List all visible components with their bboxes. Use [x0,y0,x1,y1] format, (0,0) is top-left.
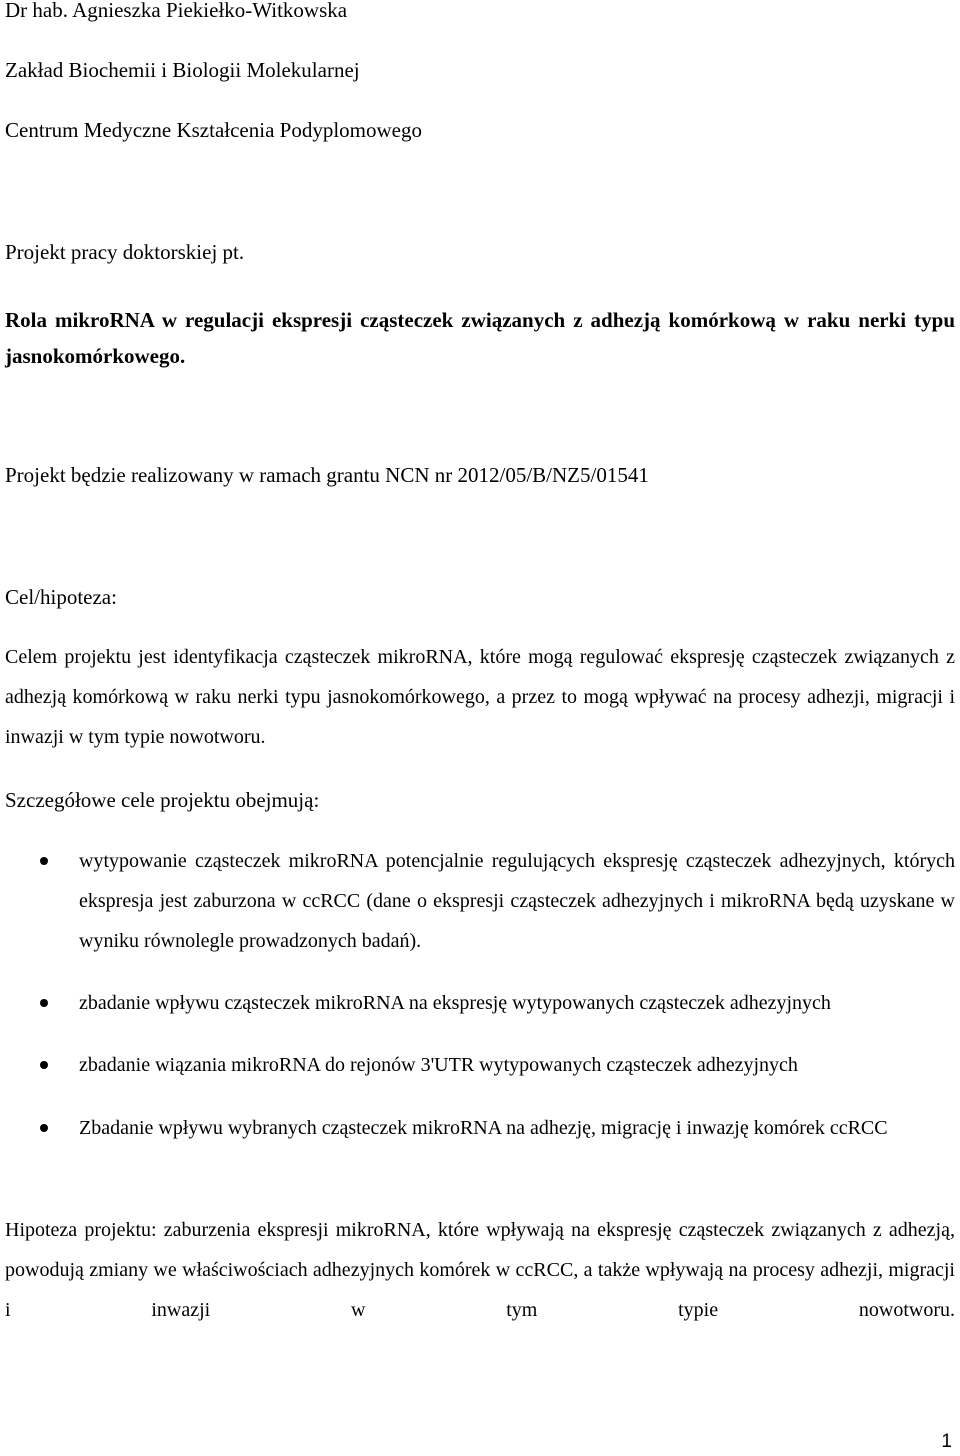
bullet-icon [40,857,48,865]
list-item: zbadanie wpływu cząsteczek mikroRNA na ekspresję wytypowanych cząsteczek adhezyjnych [79,992,831,1014]
detailed-aims-heading: Szczegółowe cele projektu obejmują: [5,788,320,812]
grant-line: Projekt będzie realizowany w ramach grantu NCN nr 2012/05/B/NZ5/01541 [5,463,649,487]
list-item: Zbadanie wpływu wybranych cząsteczek mikroRNA na adhezję, migrację i inwazję komórek ccRCC [79,1117,888,1139]
project-title: Rola mikroRNA w regulacji ekspresji cząsteczek związanych z adhezją komórkową w raku nerki typu jasnokomórkowego. [5,308,955,368]
bullet-icon [40,1061,48,1069]
institution-line: Centrum Medyczne Kształcenia Podyplomowego [5,118,422,142]
list-item: zbadanie wiązania mikroRNA do rejonów 3'UTR wytypowanych cząsteczek adhezyjnych [79,1054,798,1076]
bullet-icon [40,1124,48,1132]
author-line: Dr hab. Agnieszka Piekiełko-Witkowska [5,0,348,22]
department-line: Zakład Biochemii i Biologii Molekularnej [5,58,360,82]
aim-heading: Cel/hipoteza: [5,585,117,609]
hypothesis-paragraph: Hipoteza projektu: zaburzenia ekspresji mikroRNA, które wpływają na ekspresję cząsteczek związanych z adhezją, powodują zmiany we właściwościach adhezyjnych komórek w ccRCC, a także wpływają na procesy adhezji, migracji i inwazji w tym typie nowotworu. [5,1219,955,1321]
project-intro: Projekt pracy doktorskiej pt. [5,240,245,264]
page-number: 1 [941,1431,952,1452]
bullet-icon [40,999,48,1007]
aim-paragraph: Celem projektu jest identyfikacja cząsteczek mikroRNA, które mogą regulować ekspresję cząsteczek związanych z adhezją komórkową w raku nerki typu jasnokomórkowego, a przez to mogą wpływać na procesy adhezji, migracji i inwazji w tym typie nowotworu. [5,646,955,748]
list-item: wytypowanie cząsteczek mikroRNA potencjalnie regulujących ekspresję cząsteczek adhezyjnych, których ekspresja jest zaburzona w ccRCC (dane o ekspresji cząsteczek adhezyjnych i mikroRNA będą uzyskane w wyniku równolegle prowadzonych badań). [79,850,955,952]
